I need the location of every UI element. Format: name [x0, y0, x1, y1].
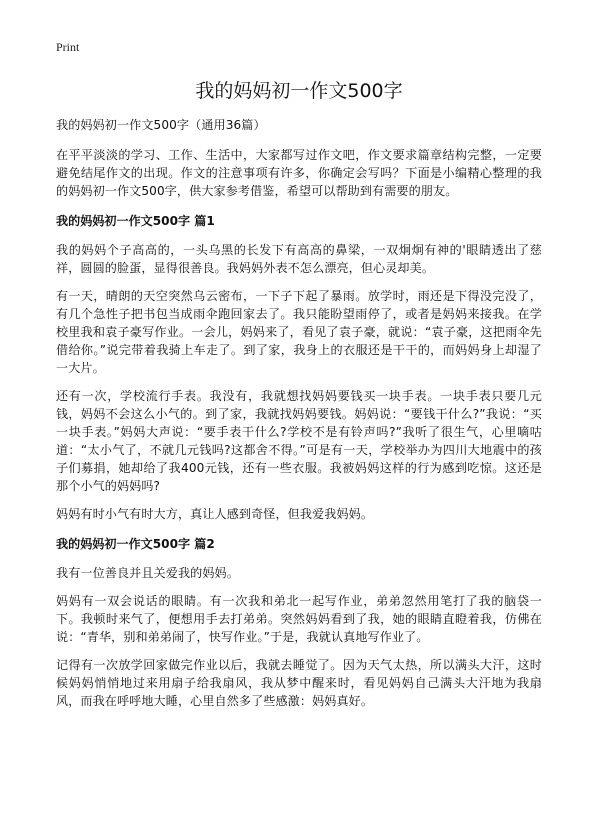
section-heading-1: 我的妈妈初一作文500字 篇1 [56, 214, 215, 228]
section-1-paragraph-3: 还有一次，学校流行手表。我没有，我就想找妈妈要钱买一块手表。一块手表只要几元钱，妈妈不会这么小气的。到了家，我就找妈妈要钱。妈妈说：“要钱干什么?”我说：“买一块手表。”妈妈大声说：“要手表干什么?学校不是有铃声吗?”我听了很生气，心里嘀咕道：“太小气了，不就几元钱吗?这都舍不得。”可是有一天，学校举办为四川大地震中的孩子们募捐，她却给了我400元钱，还有一些衣服。我被妈妈这样的行为感到吃惊。这还是那个小气的妈妈吗? [56, 389, 542, 493]
section-2-paragraph-2: 妈妈有一双会说话的眼睛。有一次我和弟北一起写作业，弟弟忽然用笔打了我的脑袋一下。我顿时来气了，便想用手去打弟弟。突然妈妈看到了我，她的眼睛直瞪着我，仿佛在说：“青华，别和弟弟闹了，快写作业。”于是，我就认真地写作业了。 [56, 594, 542, 644]
document-subtitle: 我的妈妈初一作文500字（通用36篇） [56, 118, 266, 132]
section-2-paragraph-3: 记得有一次放学回家做完作业以后，我就去睡觉了。因为天气太热，所以满头大汗，这时候妈妈悄悄地过来用扇子给我扇风，我从梦中醒来时，看见妈妈自己满头大汗地为我扇风，而我在呼呼地大睡，心里自然多了些感激：妈妈真好。 [56, 658, 542, 708]
section-heading-2: 我的妈妈初一作文500字 篇2 [56, 537, 215, 551]
print-link[interactable]: Print [56, 40, 80, 54]
section-2-paragraph-1: 我有一位善良并且关爱我的妈妈。 [56, 566, 239, 580]
section-1-paragraph-2: 有一天，晴朗的天空突然乌云密布，一下子下起了暴雨。放学时，雨还是下得没完没了，有几个急性子把书包当成雨伞跑回家去了。我只能盼望雨停了，或者是妈妈来接我。在学校里我和袁子豪写作业。一会儿，妈妈来了，看见了袁子豪，就说：“袁子豪，这把雨伞先借给你。”说完带着我骑上车走了。到了家，我身上的衣服还是干干的，而妈妈身上却湿了一大片。 [56, 289, 542, 375]
intro-paragraph: 在平平淡淡的学习、工作、生活中，大家都写过作文吧，作文要求篇章结构完整，一定要避免结尾作文的出现。作文的注意事项有许多，你确定会写吗？下面是小编精心整理的我的妈妈初一作文500字，供大家参考借鉴，希望可以帮助到有需要的朋友。 [56, 148, 542, 198]
section-1-paragraph-4: 妈妈有时小气有时大方，真让人感到奇怪，但我爱我妈妈。 [56, 507, 374, 521]
document-title: 我的妈妈初一作文500字 [195, 80, 403, 102]
section-1-paragraph-1: 我的妈妈个子高高的，一头乌黑的长发下有高高的鼻梁，一双炯炯有神的'眼睛透出了慈祥，圆圆的脸蛋，显得很善良。我妈妈外表不怎么漂亮，但心灵却美。 [56, 243, 542, 275]
